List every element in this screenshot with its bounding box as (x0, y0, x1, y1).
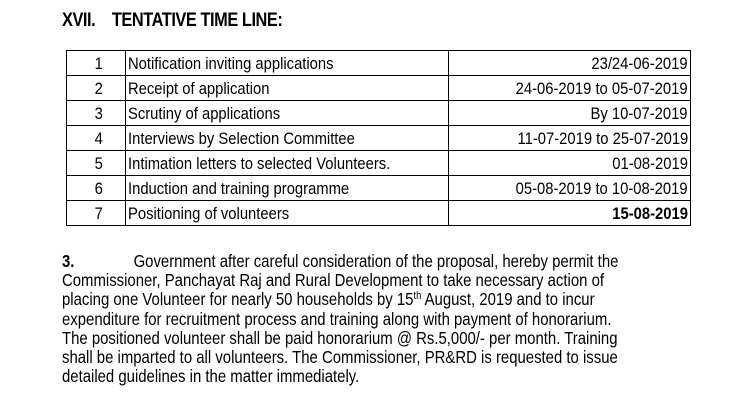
table-row (67, 51, 691, 76)
order-paragraph (62, 252, 692, 386)
ordinal-superscript: th (413, 290, 422, 303)
row-number-cell: 1 (67, 51, 126, 76)
paragraph-line: Commissioner, Panchayat Raj and Rural Development to take necessary action of (62, 270, 605, 291)
table-row (67, 201, 691, 226)
activity-cell: Induction and training programme (126, 176, 449, 201)
table-row (67, 126, 691, 151)
date-cell: 24-06-2019 to 05-07-2019 (449, 76, 691, 101)
table-row (67, 176, 691, 201)
paragraph-line: expenditure for recruitment process and training along with payment of honorarium. (62, 308, 612, 329)
row-number-cell: 5 (67, 151, 126, 176)
activity-cell: Receipt of application (126, 76, 449, 101)
paragraph-line: shall be imparted to all volunteers. The Commissioner, PR&RD is requested to issue (62, 346, 618, 367)
date-cell: 01-08-2019 (449, 151, 691, 176)
table-row (67, 76, 691, 101)
timeline-table (66, 50, 691, 226)
paragraph-line: placing one Volunteer for nearly 50 households by 15th August, 2019 and to incur (62, 289, 595, 310)
paragraph-number: 3. (62, 251, 75, 271)
date-cell: 05-08-2019 to 10-08-2019 (449, 176, 691, 201)
section-number: XVII. (62, 10, 96, 31)
activity-cell: Scrutiny of applications (126, 101, 449, 126)
section-heading (62, 10, 282, 32)
activity-cell: Intimation letters to selected Volunteers. (126, 151, 449, 176)
paragraph-line: 3. Government after careful consideration of the proposal, hereby permit the (62, 251, 619, 271)
row-number-cell: 7 (67, 201, 126, 226)
activity-cell: Positioning of volunteers (126, 201, 449, 226)
row-number-cell: 3 (67, 101, 126, 126)
section-title: TENTATIVE TIME LINE: (111, 10, 283, 31)
date-cell: By 10-07-2019 (449, 101, 691, 126)
row-number-cell: 6 (67, 176, 126, 201)
date-cell: 23/24-06-2019 (449, 51, 691, 76)
row-number-cell: 4 (67, 126, 126, 151)
date-cell: 11-07-2019 to 25-07-2019 (449, 126, 691, 151)
activity-cell: Interviews by Selection Committee (126, 126, 449, 151)
table-row (67, 151, 691, 176)
table-row (67, 101, 691, 126)
activity-cell: Notification inviting applications (126, 51, 449, 76)
paragraph-line: detailed guidelines in the matter immediately. (62, 366, 360, 387)
row-number-cell: 2 (67, 76, 126, 101)
date-cell: 15-08-2019 (449, 201, 691, 226)
paragraph-line: The positioned volunteer shall be paid honorarium @ Rs.5,000/- per month. Training (62, 327, 618, 348)
